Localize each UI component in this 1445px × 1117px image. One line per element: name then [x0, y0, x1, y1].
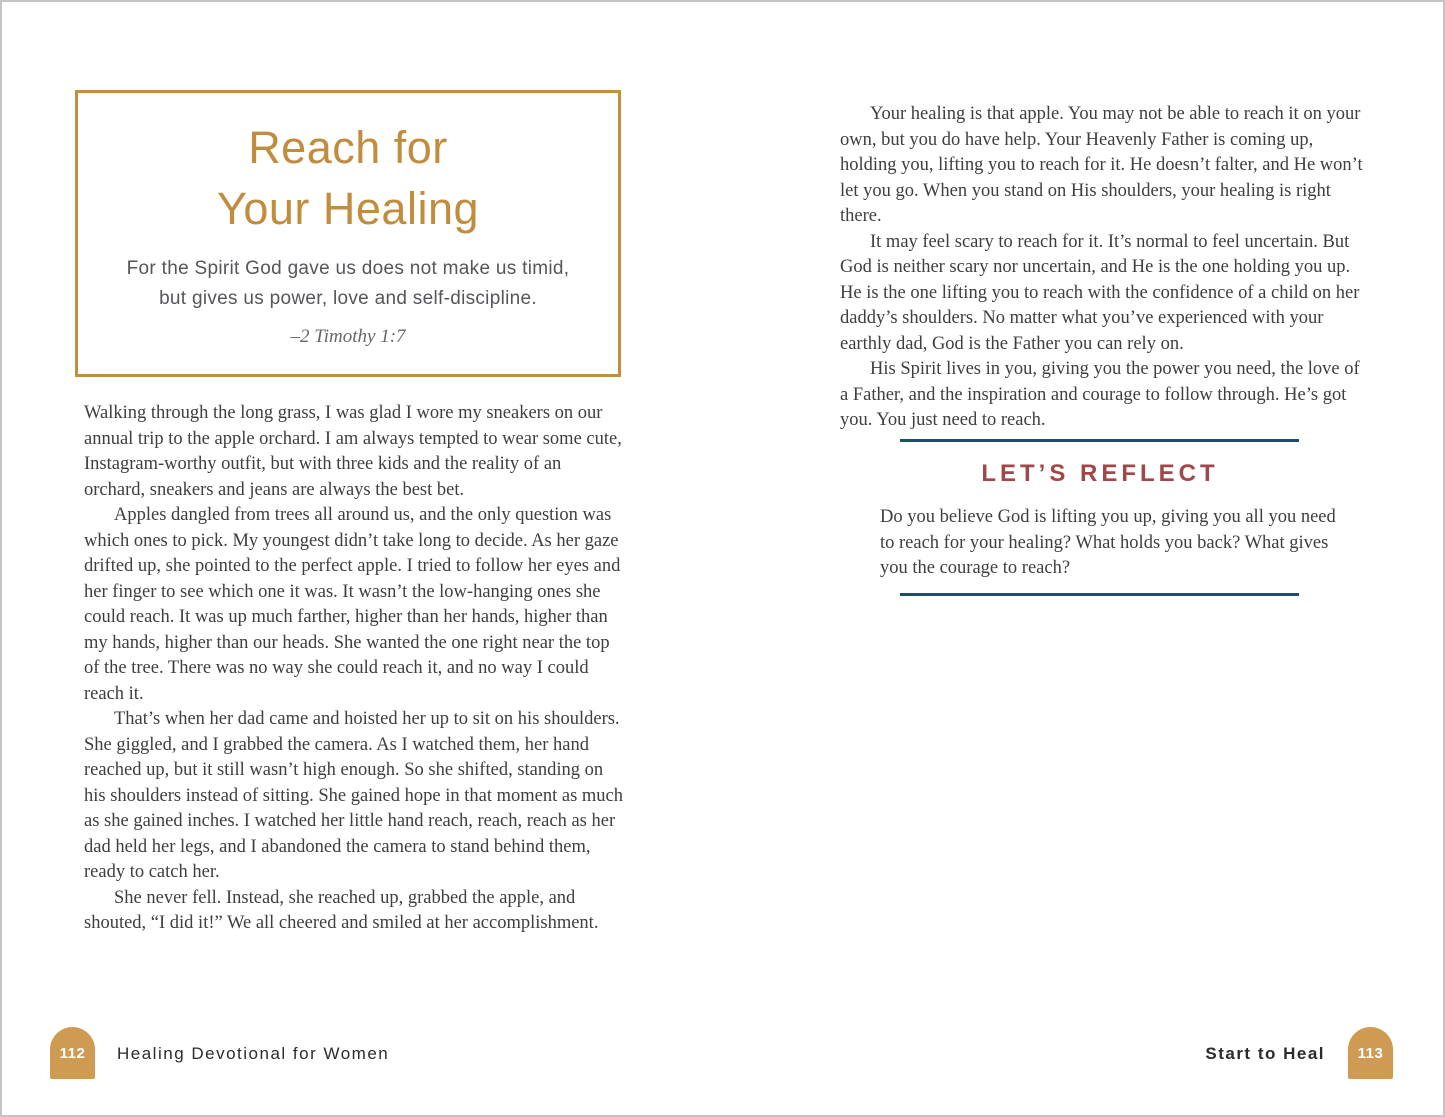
- body-paragraph: His Spirit lives in you, giving you the power you need, the love of a Father, and the inspiration and courage to follow through. He’s got you. You just need to reach.: [840, 359, 1360, 430]
- page-number-badge: 113: [1348, 1027, 1393, 1079]
- page-number-badge: 112: [50, 1027, 95, 1079]
- scripture-verse-line: For the Spirit God gave us does not make us timid,: [126, 258, 570, 279]
- reflect-heading: LET’S REFLECT: [981, 460, 1219, 487]
- scripture-reference: –2 Timothy 1:7: [290, 326, 406, 347]
- section-title-footer: Start to Heal: [1205, 1044, 1325, 1063]
- body-paragraph: Your healing is that apple. You may not be able to reach it on your own, but you do have help. Your Heavenly Father is coming up, holding you, lifting you to reach for it. He doesn’t falter, and He won’t let you go. When you stand on His shoulders, your healing is right there.: [840, 104, 1363, 226]
- scripture-verse: [78, 254, 618, 314]
- body-paragraph: It may feel scary to reach for it. It’s normal to feel uncertain. But God is neither scary nor uncertain, and He is the one holding you up. He is the one lifting you to reach with the confidence of a child on her daddy’s shoulders. No matter what you’ve experienced with your earthly dad, God is the Father you can rely on.: [840, 231, 1360, 354]
- chapter-title-line: Your Healing: [216, 183, 480, 234]
- body-paragraph: Apples dangled from trees all around us, and the only question was which ones to pick. My youngest didn’t take long to decide. As her gaze drifted up, she pointed to the perfect apple. I tried to follow her eyes and her finger to see which one it was. It wasn’t the low-hanging ones she could reach. It was up much farther, higher than her hands, higher than my hands, higher than our heads. She wanted the one right near the top of the tree. There was no way she could reach it, and no way I could reach it.: [84, 505, 621, 704]
- body-paragraph: That’s when her dad came and hoisted her up to sit on his shoulders. She giggled, and I grabbed the camera. As I watched them, her hand reached up, but it still wasn’t high enough. So she shifted, standing on his shoulders instead of sitting. She gained hope in that moment as much as she gained inches. I watched her little hand reach, reach, reach as her dad held her legs, and I abandoned the camera to stand behind them, ready to catch her.: [84, 709, 623, 882]
- book-title-footer: Healing Devotional for Women: [117, 1044, 390, 1063]
- right-page-body: [840, 102, 1368, 434]
- scripture-verse-line: but gives us power, love and self-discipline.: [159, 288, 537, 309]
- body-paragraph: She never fell. Instead, she reached up, grabbed the apple, and shouted, “I did it!” We all cheered and smiled at her accomplishment.: [84, 887, 599, 933]
- reflect-prompt: Do you believe God is lifting you up, giving you all you need to reach for your healing? What holds you back? What gives you the courage to reach?: [880, 507, 1336, 578]
- chapter-title-box: [75, 90, 621, 377]
- divider-rule: [900, 593, 1299, 596]
- chapter-title-line: Reach for: [248, 122, 448, 173]
- chapter-title: [78, 117, 618, 239]
- body-paragraph: Walking through the long grass, I was glad I wore my sneakers on our annual trip to the apple orchard. I am always tempted to wear some cute, Instagram-worthy outfit, but with three kids and the reality of an orchard, sneakers and jeans are always the best bet.: [84, 403, 622, 500]
- left-page-body: [84, 401, 624, 937]
- divider-rule: [900, 439, 1299, 442]
